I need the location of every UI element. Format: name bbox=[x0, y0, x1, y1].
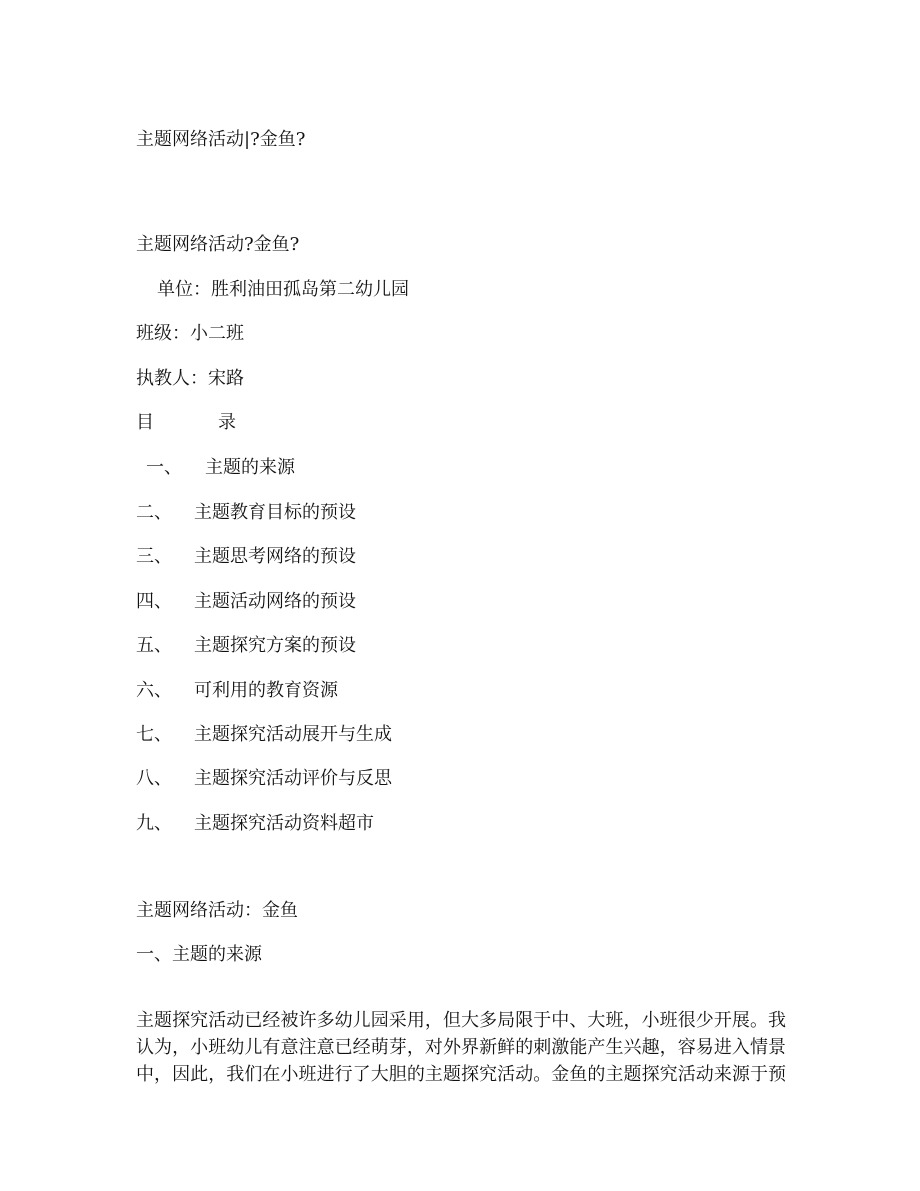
toc-item-number: 二、 bbox=[136, 502, 172, 523]
toc-item bbox=[136, 501, 736, 525]
toc-item-title: 主题探究活动展开与生成 bbox=[194, 724, 392, 745]
toc-item-title: 主题探究活动评价与反思 bbox=[194, 768, 392, 789]
section-subtitle: 一、主题的来源 bbox=[136, 944, 262, 965]
toc-item bbox=[136, 812, 736, 836]
unit-line: 单位：胜利油田孤岛第二幼儿园 bbox=[157, 279, 409, 300]
toc-item bbox=[136, 723, 736, 747]
toc-item bbox=[136, 545, 736, 569]
toc-item-number: 四、 bbox=[136, 591, 172, 612]
document-title: 主题网络活动|?金鱼? bbox=[136, 129, 306, 150]
toc-item-title: 主题探究方案的预设 bbox=[194, 635, 356, 656]
toc-item-title: 主题探究活动资料超市 bbox=[194, 813, 374, 834]
toc-item-number: 一、 bbox=[146, 457, 182, 478]
toc-item-number: 五、 bbox=[136, 635, 172, 656]
toc-item-title: 主题活动网络的预设 bbox=[194, 591, 356, 612]
toc-item bbox=[136, 456, 736, 480]
toc-item-number: 八、 bbox=[136, 768, 172, 789]
cover-title: 主题网络活动?金鱼? bbox=[136, 234, 300, 255]
toc-item-number: 六、 bbox=[136, 680, 172, 701]
paragraph-line: 认为，小班幼儿有意注意已经萌芽，对外界新鲜的刺激能产生兴趣，容易进入情景 bbox=[136, 1037, 786, 1058]
paragraph-line: 主题探究活动已经被许多幼儿园采用，但大多局限于中、大班，小班很少开展。我 bbox=[136, 1010, 786, 1031]
section-title: 主题网络活动：金鱼 bbox=[136, 900, 298, 921]
toc-item-title: 主题思考网络的预设 bbox=[194, 546, 356, 567]
toc-item bbox=[136, 634, 736, 658]
toc-item bbox=[136, 679, 736, 703]
paragraph-line: 中，因此，我们在小班进行了大胆的主题探究活动。金鱼的主题探究活动来源于预 bbox=[136, 1064, 786, 1085]
toc-item bbox=[136, 590, 736, 614]
toc-item-title: 主题教育目标的预设 bbox=[194, 502, 356, 523]
toc-item-title: 主题的来源 bbox=[205, 457, 295, 478]
teacher-line: 执教人：宋路 bbox=[136, 368, 244, 389]
toc-heading-right: 录 bbox=[218, 412, 236, 433]
toc-item-number: 三、 bbox=[136, 546, 172, 567]
toc-item-number: 九、 bbox=[136, 813, 172, 834]
toc-item-title: 可利用的教育资源 bbox=[194, 680, 338, 701]
class-line: 班级：小二班 bbox=[136, 323, 244, 344]
toc-item bbox=[136, 767, 736, 791]
toc-heading-left: 目 bbox=[136, 412, 154, 433]
toc-item-number: 七、 bbox=[136, 724, 172, 745]
